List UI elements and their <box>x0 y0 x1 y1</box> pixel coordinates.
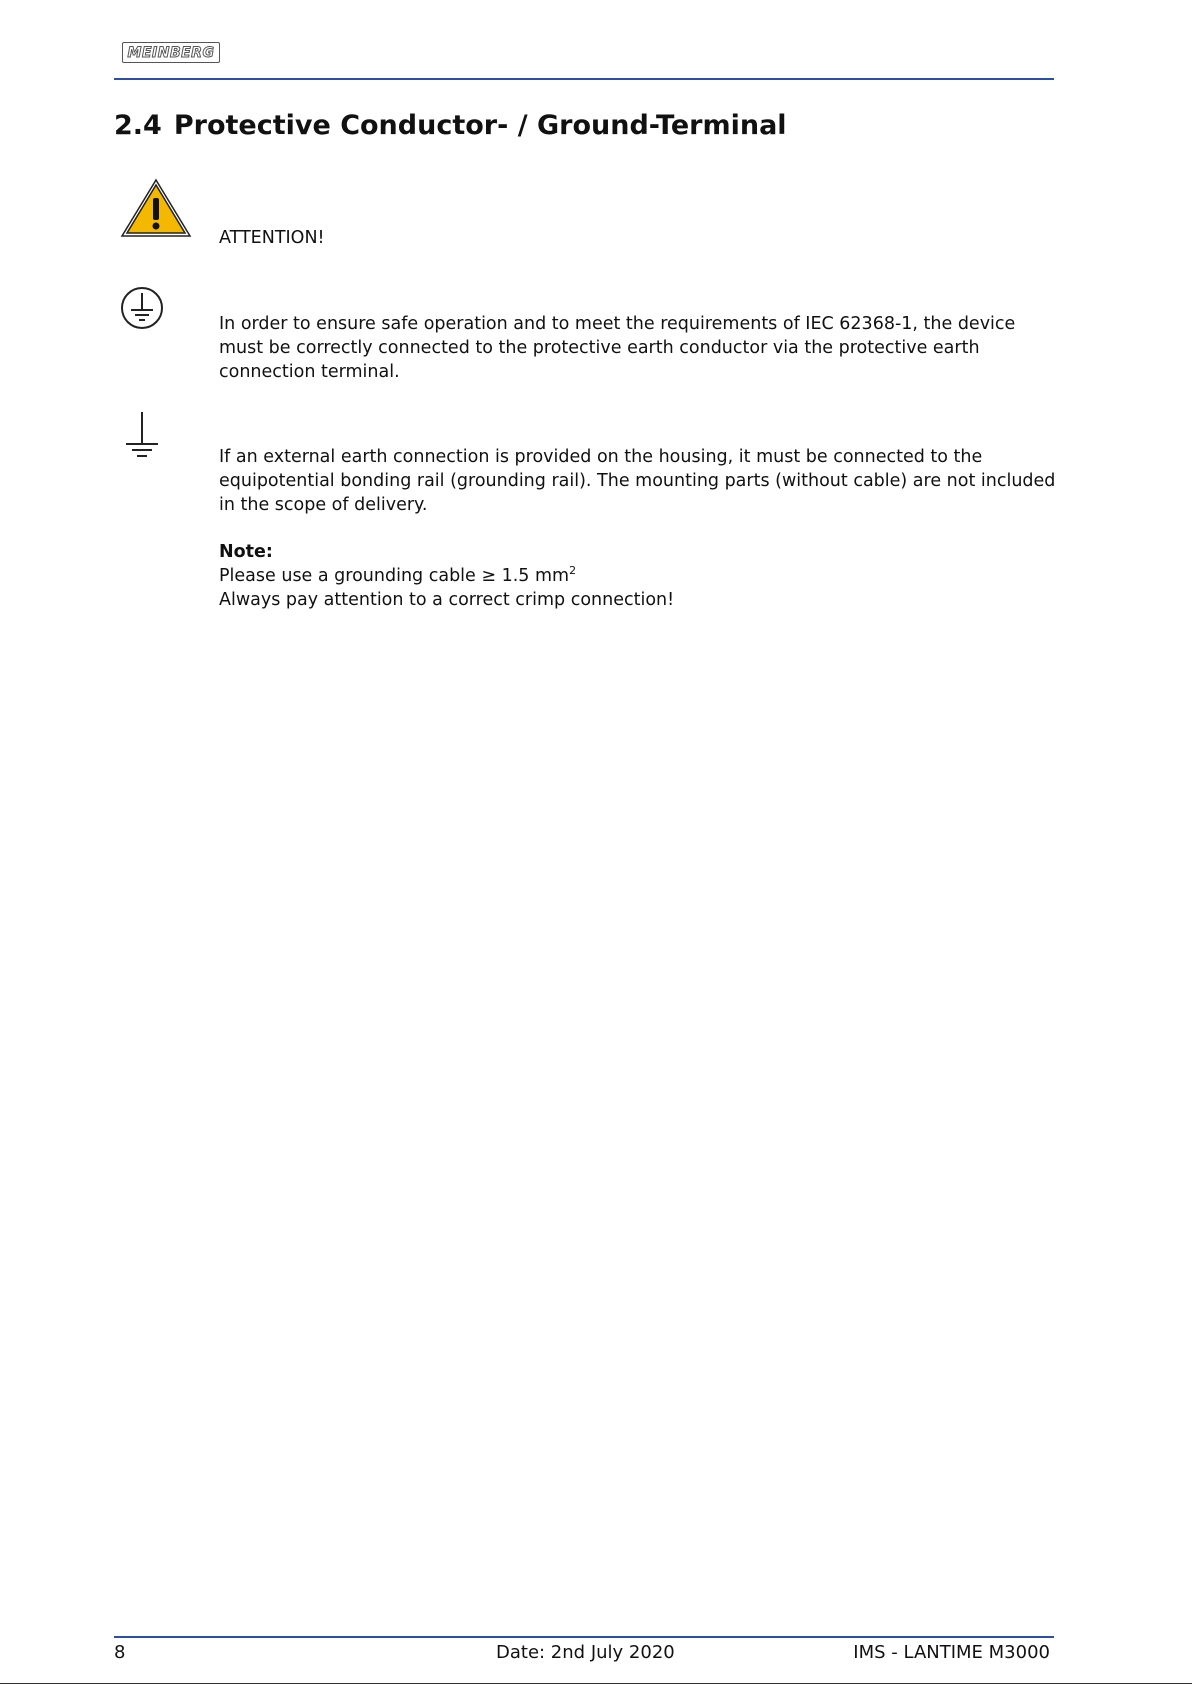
paragraph-external-earth <box>219 445 1059 517</box>
section-title <box>114 110 787 141</box>
header-rule <box>114 78 1054 80</box>
section-number: 2.4 <box>114 110 162 141</box>
footer-document-title: IMS - LANTIME M3000 <box>853 1642 1050 1663</box>
footer-page-number: 8 <box>114 1642 126 1663</box>
superscript-two: 2 <box>569 564 577 578</box>
paragraph-2-text: If an external earth connection is provided on the housing, it must be connected to the equipotential bonding rail (grounding rail). The mounting parts (without cable) are not included in the scope of delivery. <box>219 447 1056 515</box>
paragraph-1-text: In order to ensure safe operation and to meet the requirements of IEC 62368-1, the device must be correctly connected to the protective earth conductor via the protective earth connection terminal. <box>219 314 1016 382</box>
meinberg-logo: MEINBERG <box>122 42 220 63</box>
protective-earth-icon <box>119 285 165 331</box>
ground-icon <box>124 412 160 458</box>
note-title: Note: <box>219 542 273 562</box>
note-crimp-connection: Always pay attention to a correct crimp connection! <box>219 590 675 610</box>
footer-rule <box>114 1636 1054 1638</box>
section-title-text: Protective Conductor- / Ground-Terminal <box>173 110 787 141</box>
note-line-1-text: Please use a grounding cable ≥ 1.5 mm <box>219 566 570 586</box>
page-bottom-edge <box>0 1683 1192 1684</box>
footer-date: Date: 2nd July 2020 <box>496 1642 675 1663</box>
paragraph-protective-earth <box>219 312 1059 384</box>
note-cable-requirement <box>219 564 1059 588</box>
attention-label: ATTENTION! <box>219 228 325 248</box>
warning-triangle-icon <box>120 178 192 238</box>
